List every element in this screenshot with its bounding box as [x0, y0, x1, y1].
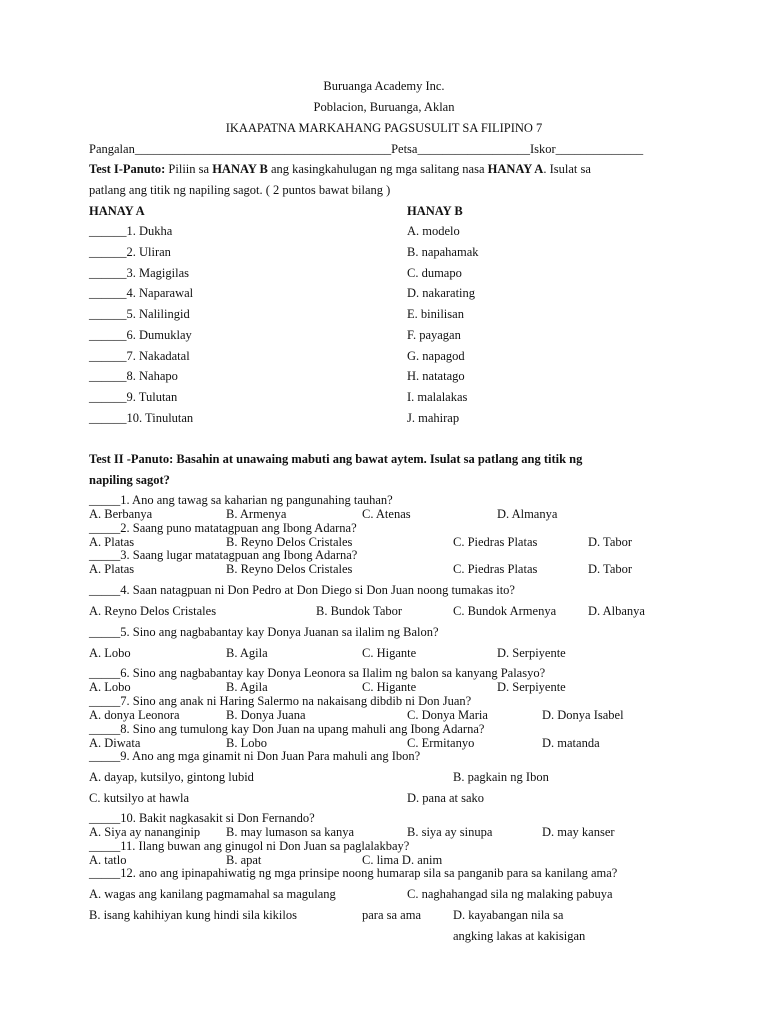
choice-b: B. pagkain ng Ibon	[453, 770, 549, 784]
choice-a: A. wagas ang kanilang pagmamahal sa magulang	[89, 887, 336, 901]
choice-c: C. Piedras Platas	[453, 562, 538, 576]
choice-c: C. Ermitanyo	[407, 736, 475, 750]
choice-c: B. siya ay sinupa	[407, 825, 493, 839]
choice-c: C. Higante	[362, 680, 417, 694]
choice-c: C. Higante	[362, 646, 417, 660]
choice-a: A. Platas	[89, 535, 135, 549]
info-line: Pangalan_________________________________________Petsa__________________Iskor______________	[89, 142, 644, 156]
choice-a: A. tatlo	[89, 853, 127, 867]
test1-hanay-b-ref: HANAY B	[212, 162, 268, 176]
school-address: Poblacion, Buruanga, Aklan	[313, 100, 455, 114]
choice-b: B. isang kahihiyan kung hindi sila kikilos	[89, 908, 297, 922]
hanay-b-item: C. dumapo	[407, 266, 462, 280]
choice-a: A. Berbanya	[89, 507, 153, 521]
choice-c: C. Atenas	[362, 507, 411, 521]
hanay-b-item: J. mahirap	[407, 411, 460, 425]
choice-a: A. Lobo	[89, 646, 131, 660]
school-name: Buruanga Academy Inc.	[323, 79, 445, 93]
choice-a: A. Platas	[89, 562, 135, 576]
test1-hanay-a-ref: HANAY A	[487, 162, 544, 176]
choice-b: B. may lumason sa kanya	[226, 825, 355, 839]
choice-c: C. Piedras Platas	[453, 535, 538, 549]
choice-a: A. donya Leonora	[89, 708, 180, 722]
choice-b-continued: para sa ama	[362, 908, 421, 922]
question-7: _____7. Sino ang anak ni Haring Salermo na nakaisang dibdib ni Don Juan?	[89, 694, 472, 708]
question-5: _____5. Sino ang nagbabantay kay Donya Juanan sa ilalim ng Balon?	[89, 625, 439, 639]
choice-c: C. naghahangad sila ng malaking pabuya	[407, 887, 613, 901]
hanay-b-item: B. napahamak	[407, 245, 479, 259]
choice-c: C. lima D. anim	[362, 853, 443, 867]
question-6: _____6. Sino ang nagbabantay kay Donya Leonora sa Ilalim ng balon sa kanyang Palasyo?	[89, 666, 546, 680]
hanay-b-item: F. payagan	[407, 328, 461, 342]
choice-b: B. Agila	[226, 646, 268, 660]
choice-d-continued: angking lakas at kakisigan	[453, 929, 586, 943]
test1-instruction-line1	[89, 163, 591, 176]
question-3: _____3. Saang lugar matatagpuan ang Ibong Adarna?	[89, 548, 358, 562]
choice-b: B. Reyno Delos Cristales	[226, 562, 353, 576]
hanay-a-item: ______9. Tulutan	[89, 390, 178, 404]
hanay-a-item: ______2. Uliran	[89, 245, 171, 259]
choice-c: C. kutsilyo at hawla	[89, 791, 189, 805]
choice-b: B. Armenya	[226, 507, 287, 521]
hanay-b-item: I. malalakas	[407, 390, 468, 404]
choice-d: D. Donya Isabel	[542, 708, 624, 722]
choice-d: D. may kanser	[542, 825, 615, 839]
hanay-a-item: ______10. Tinulutan	[89, 411, 194, 425]
choice-d: D. Albanya	[588, 604, 645, 618]
choice-a: A. Diwata	[89, 736, 141, 750]
choice-b: B. Donya Juana	[226, 708, 306, 722]
hanay-a-item: ______4. Naparawal	[89, 286, 194, 300]
test2-instruction-line2: napiling sagot?	[89, 473, 170, 487]
hanay-a-item: ______5. Nalilingid	[89, 307, 190, 321]
test2-instruction-line1: Test II -Panuto: Basahin at unawaing mabuti ang bawat aytem. Isulat sa patlang ang titik ng	[89, 452, 583, 466]
question-1: _____1. Ano ang tawag sa kaharian ng pangunahing tauhan?	[89, 493, 393, 507]
test1-label: Test I-Panuto:	[89, 162, 166, 176]
hanay-b-header: HANAY B	[407, 204, 463, 218]
choice-b: B. Reyno Delos Cristales	[226, 535, 353, 549]
hanay-b-item: G. napagod	[407, 349, 465, 363]
hanay-a-item: ______3. Magigilas	[89, 266, 189, 280]
choice-a: A. Reyno Delos Cristales	[89, 604, 217, 618]
choice-c: C. Bundok Armenya	[453, 604, 557, 618]
question-8: _____8. Sino ang tumulong kay Don Juan na upang mahuli ang Ibong Adarna?	[89, 722, 485, 736]
question-9: _____9. Ano ang mga ginamit ni Don Juan Para mahuli ang Ibon?	[89, 749, 421, 763]
hanay-a-item: ______8. Nahapo	[89, 369, 178, 383]
hanay-a-header: HANAY A	[89, 204, 145, 218]
choice-a: A. Siya ay nananginip	[89, 825, 201, 839]
test1-instruction-line2: patlang ang titik ng napiling sagot. ( 2 puntos bawat bilang )	[89, 183, 391, 197]
choice-d: D. Tabor	[588, 562, 633, 576]
choice-d: D. pana at sako	[407, 791, 485, 805]
hanay-a-item: ______1. Dukha	[89, 224, 173, 238]
choice-a: A. Lobo	[89, 680, 131, 694]
question-12: _____12. ano ang ipinapahiwatig ng mga prinsipe noong humarap sila sa panganib para sa kanilang ama?	[89, 866, 618, 880]
choice-d: D. kayabangan nila sa	[453, 908, 564, 922]
test1-text-a: Piliin sa	[165, 162, 213, 176]
choice-d: D. Almanya	[497, 507, 558, 521]
test1-text-c: . Isulat sa	[543, 162, 591, 176]
choice-d: D. Serpiyente	[497, 646, 566, 660]
choice-b: B. apat	[226, 853, 262, 867]
hanay-b-item: A. modelo	[407, 224, 460, 238]
hanay-b-item: E. binilisan	[407, 307, 464, 321]
question-11: _____11. Ilang buwan ang ginugol ni Don Juan sa paglalakbay?	[89, 839, 410, 853]
choice-c: C. Donya Maria	[407, 708, 488, 722]
choice-a: A. dayap, kutsilyo, gintong lubid	[89, 770, 254, 784]
choice-d: D. Serpiyente	[497, 680, 566, 694]
choice-d: D. Tabor	[588, 535, 633, 549]
hanay-b-item: H. natatago	[407, 369, 465, 383]
hanay-a-item: ______6. Dumuklay	[89, 328, 192, 342]
choice-b: B. Bundok Tabor	[316, 604, 403, 618]
hanay-a-item: ______7. Nakadatal	[89, 349, 190, 363]
exam-title: IKAAPATNA MARKAHANG PAGSUSULIT SA FILIPINO 7	[225, 121, 543, 135]
test1-text-b: ang kasingkahulugan ng mga salitang nasa	[267, 162, 488, 176]
question-4: _____4. Saan natagpuan ni Don Pedro at Don Diego si Don Juan noong tumakas ito?	[89, 583, 515, 597]
question-2: _____2. Saang puno matatagpuan ang Ibong Adarna?	[89, 521, 357, 535]
question-10: _____10. Bakit nagkasakit si Don Fernando?	[89, 811, 315, 825]
choice-d: D. matanda	[542, 736, 600, 750]
hanay-b-item: D. nakarating	[407, 286, 476, 300]
choice-b: B. Agila	[226, 680, 268, 694]
choice-b: B. Lobo	[226, 736, 267, 750]
